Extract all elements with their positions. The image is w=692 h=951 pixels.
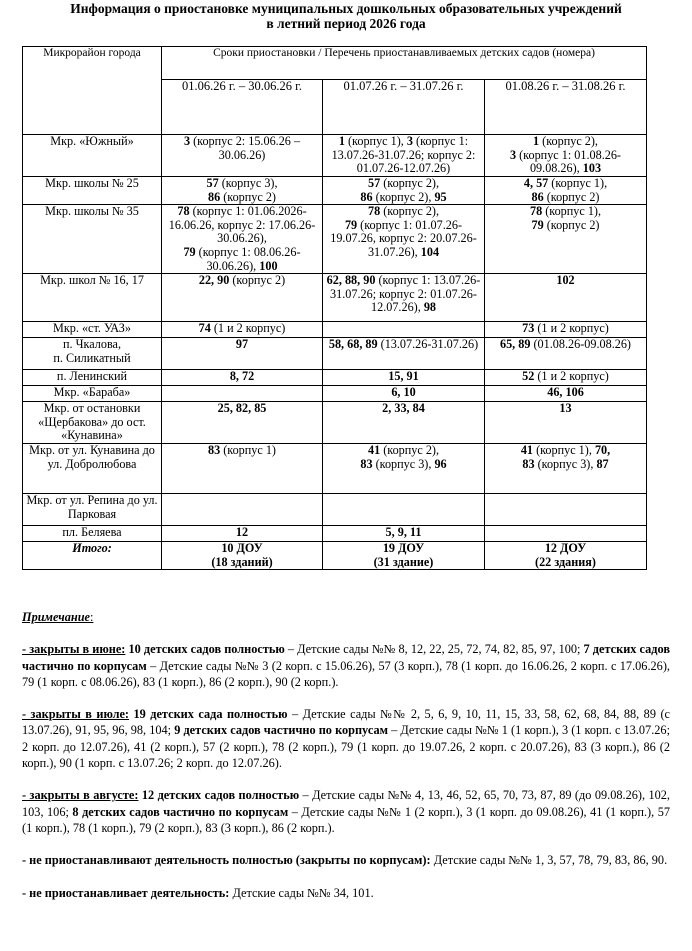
july-cell xyxy=(323,386,485,402)
total-august-buildings: (22 здания) xyxy=(535,554,596,569)
note-paragraph xyxy=(22,852,670,868)
total-label: Итого: xyxy=(23,542,162,570)
note-paragraph xyxy=(22,885,670,901)
august-cell xyxy=(485,402,647,444)
cell-text: (01.08.26-09.08.26) xyxy=(530,337,631,352)
district-name: Мкр. «Южный» xyxy=(50,134,134,148)
total-july-buildings: (31 здание) xyxy=(373,554,434,569)
june-cell xyxy=(162,135,323,177)
district-name: Мкр. школы № 25 xyxy=(45,176,139,190)
kindergarten-number: 79 xyxy=(183,244,196,259)
title-line-2: в летний период 2026 года xyxy=(266,16,426,31)
note-bold-text: 10 детских садов полностью xyxy=(125,642,285,657)
kindergarten-number: 96 xyxy=(434,456,447,471)
cell-text: (1 и 2 корпус) xyxy=(210,321,286,336)
notes-title: Примечание xyxy=(22,610,90,624)
july-cell xyxy=(323,322,485,338)
kindergarten-number: 86 xyxy=(207,189,221,204)
district-cell xyxy=(23,402,162,444)
kindergarten-number: 104 xyxy=(420,244,440,259)
table-row xyxy=(23,526,647,542)
table-row xyxy=(23,494,647,526)
june-cell xyxy=(162,526,323,542)
cell-text: (корпус 2), xyxy=(380,176,440,190)
kindergarten-number: 78 xyxy=(529,204,543,219)
july-cell xyxy=(323,177,485,205)
july-cell xyxy=(323,205,485,274)
kindergarten-number: 70, xyxy=(594,443,611,458)
notes-body xyxy=(22,641,670,901)
total-june xyxy=(162,542,323,570)
kindergarten-number: 65, 89 xyxy=(499,337,531,352)
cell-text: (корпус 2) xyxy=(543,189,600,204)
note-month-heading: - закрыты в августе: xyxy=(22,788,139,803)
kindergarten-number: 83 xyxy=(360,456,373,471)
total-july xyxy=(323,542,485,570)
district-name: пл. Беляева xyxy=(62,525,122,540)
kindergarten-number: 86 xyxy=(531,189,544,204)
total-august-count: 12 ДОУ xyxy=(544,541,587,556)
cell-text: (корпус 2), xyxy=(380,443,440,458)
cell-text: (корпус 1: 01.07.26-19.07.26, корпус 2: 20.07.26-31.07.26), xyxy=(330,217,477,259)
district-name: Мкр. школ № 16, 17 xyxy=(40,273,144,288)
june-cell xyxy=(162,274,323,322)
kindergarten-number: 83 xyxy=(207,443,221,458)
note-paragraph xyxy=(22,641,670,690)
cell-text: (корпус 3), xyxy=(534,456,597,471)
kindergarten-number: 102 xyxy=(556,273,575,288)
kindergarten-number: 2, 33, 84 xyxy=(382,401,425,416)
june-cell xyxy=(162,177,323,205)
notes-section xyxy=(22,609,670,917)
cell-text: – Детские сады №№ 2, 5, 6, 9, 10, 11, 15, 33, 58, 62, 68, 84, 88, 89 (с 13.07.26), 91, 95, 96, 98, 104; xyxy=(22,707,671,738)
district-name: Мкр. школы № 35 xyxy=(45,204,139,219)
table-row xyxy=(23,444,647,494)
period-group-header: Сроки приостановки / Перечень приостанавливаемых детских садов (номера) xyxy=(162,47,647,80)
july-cell xyxy=(323,274,485,322)
district-cell xyxy=(23,177,162,205)
note-paragraph xyxy=(22,706,670,771)
kindergarten-number: 57 xyxy=(206,176,219,190)
june-cell xyxy=(162,386,323,402)
june-cell xyxy=(162,444,323,494)
cell-text: (корпус 1) xyxy=(220,443,276,458)
kindergarten-number: 22, 90 xyxy=(198,273,230,288)
notes-heading xyxy=(22,609,670,625)
cell-text: (корпус 2) xyxy=(229,273,286,288)
kindergarten-number: 52 xyxy=(522,369,535,384)
closures-table xyxy=(22,46,647,570)
cell-text: (корпус 1: 01.08.26-09.08.26), xyxy=(516,147,621,176)
district-name: Мкр. от остановки «Щербакова» до ост. «Кунавина» xyxy=(38,401,146,443)
kindergarten-number: 87 xyxy=(596,456,609,471)
district-cell xyxy=(23,135,162,177)
table-row xyxy=(23,177,647,205)
cell-text: (корпус 1: 08.06.26-30.06.26), xyxy=(195,244,301,273)
kindergarten-number: 15, 91 xyxy=(388,369,419,384)
july-cell xyxy=(323,494,485,526)
kindergarten-number: 5, 9, 11 xyxy=(385,525,422,540)
district-name: Мкр. «Бараба» xyxy=(53,385,131,400)
kindergarten-number: 57 xyxy=(367,176,381,190)
table-row xyxy=(23,386,647,402)
cell-text: (1 и 2 корпус) xyxy=(534,369,609,384)
district-cell xyxy=(23,444,162,494)
district-name: п. Чкалова, xyxy=(62,337,121,352)
august-cell xyxy=(485,135,647,177)
kindergarten-number: 13 xyxy=(559,401,572,416)
district-cell xyxy=(23,205,162,274)
total-july-count: 19 ДОУ xyxy=(382,541,425,556)
june-cell xyxy=(162,205,323,274)
august-cell xyxy=(485,274,647,322)
july-cell xyxy=(323,338,485,370)
total-row xyxy=(23,542,647,570)
cell-text: (корпус 2) xyxy=(543,217,600,232)
cell-text: (корпус 1), xyxy=(542,204,602,219)
cell-text: – Детские сады №№ 4, 13, 46, 52, 65, 70, 73, 87, 89 (до 09.08.26), 102, 103, 106; xyxy=(22,788,670,819)
cell-text: (корпус 1), xyxy=(548,176,608,190)
kindergarten-number: 79 xyxy=(344,217,358,232)
district-cell xyxy=(23,338,162,370)
kindergarten-number: 58, 68, 89 xyxy=(328,337,378,352)
kindergarten-number: 4, 57 xyxy=(523,176,549,190)
august-cell xyxy=(485,177,647,205)
period-header-august: 01.08.26 г. – 31.08.26 г. xyxy=(485,80,647,135)
kindergarten-number: 41 xyxy=(367,443,381,458)
cell-text: (1 и 2 корпус) xyxy=(534,321,609,336)
note-bold-text: - не приостанавливает деятельность: xyxy=(22,885,230,900)
cell-text: (корпус 2), xyxy=(372,189,435,204)
note-bold-text: 19 детских сада полностью xyxy=(129,707,288,722)
cell-text: (корпус 2), xyxy=(380,204,440,219)
kindergarten-number: 3 xyxy=(509,147,517,162)
july-cell xyxy=(323,526,485,542)
june-cell xyxy=(162,338,323,370)
note-bold-text: 7 детских садов частично по корпусам xyxy=(22,642,670,673)
kindergarten-number: 73 xyxy=(522,321,535,336)
district-cell xyxy=(23,386,162,402)
period-header-june: 01.06.26 г. – 30.06.26 г. xyxy=(162,80,323,135)
cell-text: (корпус 1), xyxy=(533,443,595,458)
kindergarten-number: 3 xyxy=(406,134,413,148)
district-column-header: Микрорайон города xyxy=(23,47,162,135)
kindergarten-number: 83 xyxy=(522,456,535,471)
cell-text: (корпус 2: 15.06.26 – 30.06.26) xyxy=(190,134,301,162)
table-row xyxy=(23,338,647,370)
kindergarten-number: 86 xyxy=(360,189,373,204)
cell-text: Детские сады №№ 34, 101. xyxy=(229,885,374,900)
notes-title-colon: : xyxy=(90,610,94,624)
district-cell xyxy=(23,274,162,322)
july-cell xyxy=(323,402,485,444)
title-line-1: Информация о приостановке муниципальных дошкольных образовательных учреждений xyxy=(70,1,622,16)
august-cell xyxy=(485,444,647,494)
june-cell xyxy=(162,370,323,386)
august-cell xyxy=(485,494,647,526)
note-month-heading: - закрыты в июне: xyxy=(22,642,126,657)
july-cell xyxy=(323,444,485,494)
cell-text: (корпус 3), xyxy=(218,176,278,190)
kindergarten-number: 62, 88, 90 xyxy=(326,273,376,288)
table-row xyxy=(23,274,647,322)
kindergarten-number: 1 xyxy=(533,134,540,148)
cell-text: (13.07.26-31.07.26) xyxy=(377,337,479,352)
kindergarten-number: 74 xyxy=(198,321,211,336)
cell-text: – Детские сады №№ 3 (2 корп. с 15.06.26), 57 (3 корп.), 78 (1 корп. до 16.06.26, 2 корп. с 17.06.26), 79 (1 корп. с 08.06.26), 83 (1 корп.), 86 (2 корп.), 90 (2 корп.). xyxy=(22,658,670,689)
table-row xyxy=(23,402,647,444)
august-cell xyxy=(485,322,647,338)
district-cell xyxy=(23,322,162,338)
cell-text: (корпус 2) xyxy=(220,189,276,204)
cell-text: (корпус 1: 13.07.26-31.07.26; корпус 2: 01.07.26-12.07.26) xyxy=(331,134,476,176)
kindergarten-number: 78 xyxy=(367,204,381,219)
kindergarten-number: 98 xyxy=(423,300,436,315)
kindergarten-number: 1 xyxy=(338,134,345,148)
kindergarten-number: 95 xyxy=(434,189,447,204)
table-row xyxy=(23,322,647,338)
cell-text: (корпус 1), xyxy=(344,134,407,148)
cell-text: – Детские сады №№ 8, 12, 22, 25, 72, 74, 82, 85, 97, 100; xyxy=(284,642,584,657)
kindergarten-number: 25, 82, 85 xyxy=(217,401,267,416)
cell-text: Детские сады №№ 1, 3, 57, 78, 79, 83, 86, 90. xyxy=(430,853,668,868)
note-bold-text: - не приостанавливают деятельность полностью (закрыты по корпусам): xyxy=(22,853,431,868)
district-name: Мкр. от ул. Кунавина до ул. Добролюбова xyxy=(29,443,155,471)
district-name: п. Силикатный xyxy=(53,350,131,365)
kindergarten-number: 79 xyxy=(531,217,544,232)
note-bold-text: 12 детских садов полностью xyxy=(138,788,300,803)
total-june-buildings: (18 зданий) xyxy=(211,554,273,569)
kindergarten-number: 100 xyxy=(259,258,278,273)
august-cell xyxy=(485,338,647,370)
kindergarten-number: 6, 10 xyxy=(391,385,416,400)
cell-text: (корпус 2), xyxy=(539,134,598,148)
kindergarten-number: 46, 106 xyxy=(547,385,584,400)
kindergarten-number: 12 xyxy=(235,525,249,540)
district-name: Мкр. «ст. УАЗ» xyxy=(53,321,131,336)
july-cell xyxy=(323,135,485,177)
district-cell xyxy=(23,370,162,386)
note-month-heading: - закрыты в июле: xyxy=(22,707,130,722)
june-cell xyxy=(162,494,323,526)
total-june-count: 10 ДОУ xyxy=(221,541,263,556)
kindergarten-number: 103 xyxy=(582,161,602,176)
district-cell xyxy=(23,494,162,526)
cell-text: (корпус 1: 13.07.26-31.07.26; корпус 2: 01.07.26-12.07.26), xyxy=(330,273,481,315)
june-cell xyxy=(162,402,323,444)
district-name: Мкр. от ул. Репина до ул. Парковая xyxy=(26,493,158,521)
table-body xyxy=(23,135,647,542)
period-header-july: 01.07.26 г. – 31.07.26 г. xyxy=(323,80,485,135)
note-paragraph xyxy=(22,787,670,836)
august-cell xyxy=(485,386,647,402)
district-name: п. Ленинский xyxy=(56,369,128,384)
kindergarten-number: 3 xyxy=(183,134,191,148)
cell-text: (корпус 1: 01.06.2026-16.06.26, корпус 2: 17.06.26-30.06.26), xyxy=(168,204,316,246)
total-august xyxy=(485,542,647,570)
kindergarten-number: 8, 72 xyxy=(229,369,255,384)
cell-text: – Детские сады №№ 1 (1 корп.), 3 (1 корп. с 13.07.26; 2 корп. до 12.07.26), 41 (2 корп.), 57 (2 корп.), 78 (2 корп.), 79 (1 корп. до 19.07.26, 2 корп. с 20.07.26), 83 (3 корп.), 86 (2 корп.), 90 (1 корп. с 13.07.26; 2 корп. до 12.07.26). xyxy=(22,723,670,771)
note-bold-text: 9 детских садов частично по корпусам xyxy=(174,723,388,738)
table-row xyxy=(23,205,647,274)
district-cell xyxy=(23,526,162,542)
kindergarten-number: 97 xyxy=(235,337,249,352)
august-cell xyxy=(485,526,647,542)
document-title xyxy=(0,1,692,31)
kindergarten-number: 78 xyxy=(177,204,190,219)
cell-text: – Детские сады №№ 1 (2 корп.), 3 (1 корп. до 09.08.26), 41 (1 корп.), 57 (1 корп.), 78 (1 корп.), 79 (2 корп.), 83 (3 корп.), 86 (2 корп.). xyxy=(22,804,671,835)
table-row xyxy=(23,135,647,177)
august-cell xyxy=(485,370,647,386)
cell-text: (корпус 3), xyxy=(372,456,435,471)
august-cell xyxy=(485,205,647,274)
table-row xyxy=(23,370,647,386)
note-bold-text: 8 детских садов частично по корпусам xyxy=(72,804,289,819)
july-cell xyxy=(323,370,485,386)
june-cell xyxy=(162,322,323,338)
kindergarten-number: 41 xyxy=(520,443,534,458)
